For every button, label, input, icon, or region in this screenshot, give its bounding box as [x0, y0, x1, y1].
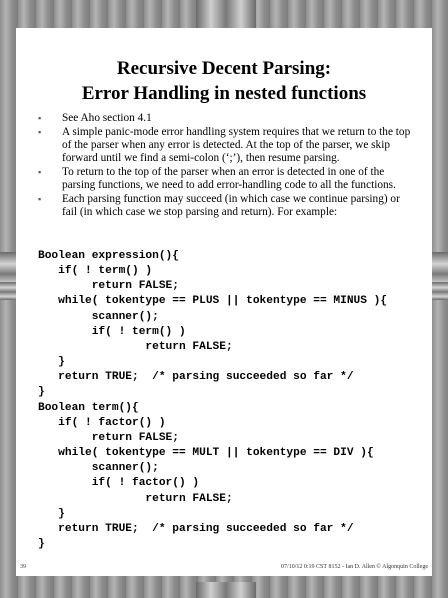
slide-footer: 07/10/12 0:19 CST 8152 - Ian D. Allen © Algonquin College	[281, 564, 428, 570]
code-listing: Boolean expression(){ if( ! term() ) return FALSE; while( tokentype == PLUS || tokentype == MINUS ){ scanner(); if( ! term() ) return FALSE; } return TRUE; /* parsing succeeded so far */ } Boolean term(){ if( ! factor() ) return FALSE; while( tokentype == MULT || tokentype == DIV ){ scanner(); if( ! factor() ) return FALSE; } return TRUE; /* parsing succeeded so far */ }	[38, 250, 388, 550]
page-number: 39	[20, 564, 26, 570]
slide-title-line1: Recursive Decent Parsing:	[116, 58, 332, 79]
bullet-item: ▪ To return to the top of the parser when an error is detected in one of the parsing functions, we need to add error-handling code to all the functions.	[38, 166, 396, 191]
frame-bottom-tab	[196, 582, 256, 598]
bullet-item: ▪ A simple panic-mode error handling system requires that we return to the top of the parser when any error is detected. At the top of the parser, we skip forward until we find a semi-colon (‘;’), then resume parsing.	[38, 126, 411, 164]
slide-page	[16, 28, 432, 576]
bullet-icon: ▪	[38, 167, 42, 177]
bullet-item: ▪ Each parsing function may succeed (in which case we continue parsing) or fail (in which case we stop parsing and return). For example:	[38, 193, 400, 218]
bullet-item: ▪ See Aho section 4.1	[38, 112, 152, 124]
slide-title-line2: Error Handling in nested functions	[81, 83, 367, 104]
bullet-list	[38, 112, 414, 220]
bullet-icon: ▪	[38, 127, 42, 137]
bullet-icon: ▪	[38, 194, 42, 204]
slide-title	[16, 56, 432, 106]
bullet-icon: ▪	[38, 113, 42, 123]
